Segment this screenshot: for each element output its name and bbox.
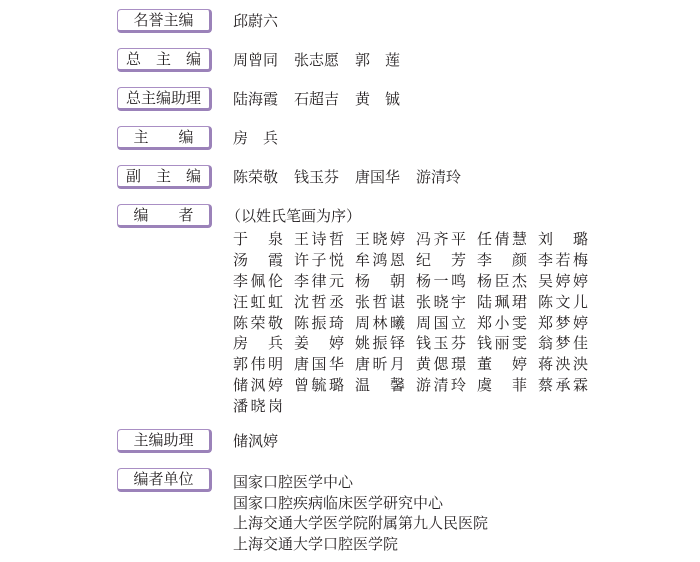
chief-editor-name: 房 兵 [233, 129, 279, 147]
label-editors: 编 者 [117, 204, 212, 228]
editors-name-grid [233, 229, 599, 417]
editor-name: 周国立 [416, 313, 466, 332]
editor-name: 蒋泱泱 [538, 355, 588, 374]
editor-name: 郭伟明 [233, 355, 283, 374]
general-editor-assistant-name: 陆海霞 [233, 90, 279, 108]
editor-name: 唐国华 [294, 355, 344, 374]
editor-name: 周林曦 [355, 313, 405, 332]
label-general-chief-editor: 总 主 编 [117, 48, 212, 72]
editor-name: 李律元 [294, 271, 344, 290]
editor-name: 王晓婷 [355, 230, 405, 248]
editor-name: 曾毓璐 [294, 376, 344, 395]
general-chief-editor-name: 张志愿 [294, 51, 340, 69]
editor-name: 张哲谌 [355, 292, 405, 311]
editor-name: 陈文儿 [538, 292, 588, 311]
editor-name: 许子悦 [294, 250, 344, 269]
editor-name: 刘 璐 [538, 230, 588, 248]
deputy-chief-editor-name: 唐国华 [355, 168, 401, 186]
label-general-editor-assistant: 总主编助理 [117, 87, 212, 111]
editor-unit-line: 上海交通大学医学院附属第九人民医院 [233, 514, 489, 533]
editor-name: 杨 朝 [355, 271, 405, 290]
general-chief-editor-name: 周曾同 [233, 51, 279, 69]
editor-name: 王诗哲 [294, 230, 344, 248]
editor-unit-line: 国家口腔疾病临床医学研究中心 [233, 493, 444, 512]
editor-name: 沈哲丞 [294, 292, 344, 311]
editor-name: 钱丽雯 [477, 334, 527, 353]
editor-name: 陈荣敬 [233, 313, 283, 332]
label-chief-editor: 主 编 [117, 126, 212, 150]
general-editor-assistant-name: 石超吉 [294, 90, 340, 108]
editor-name: 任倩慧 [477, 230, 527, 248]
editor-name: 张晓宇 [416, 292, 466, 311]
editor-name: 游清玲 [416, 376, 466, 395]
editor-name: 于 泉 [233, 230, 283, 248]
deputy-chief-editor-name: 钱玉芬 [294, 168, 340, 186]
label-editor-assistant: 主编助理 [117, 429, 212, 453]
general-editor-assistant-name: 黄 铖 [355, 90, 401, 108]
editor-name: 汤 霞 [233, 250, 283, 269]
editor-name: 纪 芳 [416, 250, 466, 269]
honorary-chief-editor-name: 邱蔚六 [233, 12, 279, 30]
editor-name: 李若梅 [538, 250, 588, 269]
editor-unit-line: 国家口腔医学中心 [233, 473, 354, 491]
editor-name: 李 颜 [477, 250, 527, 269]
editor-name: 杨臣杰 [477, 271, 527, 290]
editor-name: 储沨婷 [233, 376, 283, 395]
editor-name: 翁梦佳 [538, 334, 588, 353]
editor-name: 姜 婷 [294, 334, 344, 353]
editor-assistant-name: 储沨婷 [233, 432, 279, 450]
editors-order-note: （以姓氏笔画为序） [226, 207, 362, 225]
editor-unit-line: 上海交通大学口腔医学院 [233, 535, 399, 554]
editor-name: 蔡承霖 [538, 376, 588, 395]
editor-name: 郑梦婷 [538, 313, 588, 332]
editor-name: 陈振琦 [294, 313, 344, 332]
editor-name: 董 婷 [477, 355, 527, 374]
editor-name: 潘晓岗 [233, 397, 283, 416]
editor-name: 冯齐平 [416, 230, 466, 248]
general-chief-editor-name: 郭 莲 [355, 51, 401, 69]
deputy-chief-editor-name: 陈荣敬 [233, 168, 279, 186]
label-deputy-chief-editor: 副 主 编 [117, 165, 212, 189]
label-editor-units: 编者单位 [117, 468, 212, 492]
editor-name: 唐昕月 [355, 355, 405, 374]
editor-name: 温 馨 [355, 376, 405, 395]
editor-name: 郑小雯 [477, 313, 527, 332]
editor-name: 李佩伦 [233, 271, 283, 290]
editor-name: 姚振铎 [355, 334, 405, 353]
editor-name: 虞 菲 [477, 376, 527, 395]
editor-name: 汪虹虹 [233, 292, 283, 311]
label-honorary-chief-editor: 名誉主编 [117, 9, 212, 33]
editor-units-list [233, 472, 488, 555]
editor-name: 钱玉芬 [416, 334, 466, 353]
editor-name: 杨一鸣 [416, 271, 466, 290]
deputy-chief-editor-name: 游清玲 [416, 168, 462, 186]
editor-name: 吴婷婷 [538, 271, 588, 290]
editor-name: 黄偲璟 [416, 355, 466, 374]
editor-name: 陆珮珺 [477, 292, 527, 311]
editor-name: 牟鸿恩 [355, 250, 405, 269]
editor-name: 房 兵 [233, 334, 283, 353]
